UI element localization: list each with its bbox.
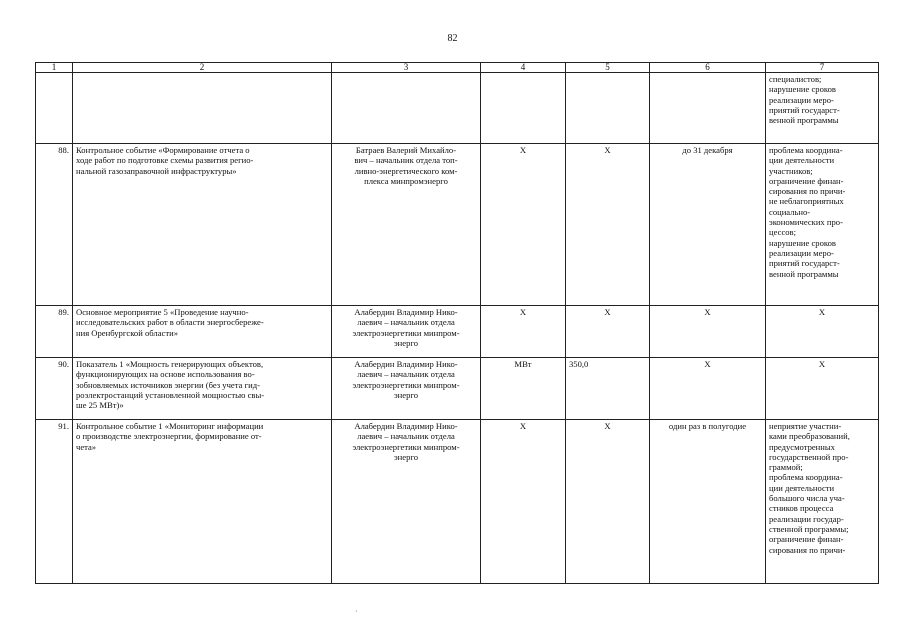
responsible-person xyxy=(332,73,481,144)
term-cell: до 31 декабря xyxy=(650,144,766,306)
value-cell: Х xyxy=(566,420,650,584)
column-header: 6 xyxy=(650,63,766,73)
table-row xyxy=(36,73,879,144)
risks-cell: Х xyxy=(766,306,879,358)
event-name: Контрольное событие «Формирование отчета о ходе работ по подготовке схемы развития регио- нальной газозаправочной инфраструктуры» xyxy=(73,144,332,306)
term-cell: Х xyxy=(650,358,766,420)
responsible-person: Алабердин Владимир Нико- лаевич – начальник отдела электроэнергетики минпром- энерго xyxy=(332,420,481,584)
value-cell: 350,0 xyxy=(566,358,650,420)
event-name: Основное мероприятие 5 «Проведение научно- исследовательских работ в области энергосбереже- ния Оренбургской области» xyxy=(73,306,332,358)
table-row xyxy=(36,358,879,420)
scan-speck: · xyxy=(355,607,358,616)
value-cell xyxy=(566,73,650,144)
page-number: 82 xyxy=(447,33,458,44)
document-table xyxy=(35,62,879,584)
risks-cell: неприятие участни- ками преобразований, предусмотренных государственной про- граммой; проблема координа- ции деятельности большого числа уча- стников процесса реализации государ- ственной программы; ограничение финан- сирования по причи- xyxy=(766,420,879,584)
row-number: 89. xyxy=(36,306,73,358)
event-name: Контрольное событие 1 «Мониторинг информации о производстве электроэнергии, формирование от- чета» xyxy=(73,420,332,584)
risks-cell: проблема координа- ции деятельности участников; ограничение финан- сирования по причи- не неблагоприятных социально- экономических про- цессов; нарушение сроков реализации меро- приятий государст- венной программы xyxy=(766,144,879,306)
value-cell: Х xyxy=(566,144,650,306)
column-header: 3 xyxy=(332,63,481,73)
responsible-person: Батраев Валерий Михайло- вич – начальник отдела топ- ливно-энергетического ком- плекса минпромэнерго xyxy=(332,144,481,306)
row-number: 90. xyxy=(36,358,73,420)
term-cell: Х xyxy=(650,306,766,358)
risks-cell: Х xyxy=(766,358,879,420)
column-header: 4 xyxy=(481,63,566,73)
unit-cell: Х xyxy=(481,306,566,358)
responsible-person: Алабердин Владимир Нико- лаевич – начальник отдела электроэнергетики минпром- энерго xyxy=(332,306,481,358)
unit-cell xyxy=(481,73,566,144)
row-number: 88. xyxy=(36,144,73,306)
column-header: 5 xyxy=(566,63,650,73)
event-name: Показатель 1 «Мощность генерирующих объектов, функционирующих на основе использования во- зобновляемых источников энергии (без учета гид- роэлектростанций установленной мощностью свы- ше 25 МВт)» xyxy=(73,358,332,420)
table-row xyxy=(36,420,879,584)
unit-cell: Х xyxy=(481,420,566,584)
term-cell: один раз в полугодие xyxy=(650,420,766,584)
row-number: 91. xyxy=(36,420,73,584)
event-name xyxy=(73,73,332,144)
row-number xyxy=(36,73,73,144)
value-cell: Х xyxy=(566,306,650,358)
unit-cell: МВт xyxy=(481,358,566,420)
column-header: 1 xyxy=(36,63,73,73)
table-row xyxy=(36,144,879,306)
responsible-person: Алабердин Владимир Нико- лаевич – начальник отдела электроэнергетики минпром- энерго xyxy=(332,358,481,420)
term-cell xyxy=(650,73,766,144)
column-header: 7 xyxy=(766,63,879,73)
table-header-row xyxy=(36,63,879,73)
table-row xyxy=(36,306,879,358)
risks-cell: специалистов; нарушение сроков реализации меро- приятий государст- венной программы xyxy=(766,73,879,144)
column-header: 2 xyxy=(73,63,332,73)
unit-cell: Х xyxy=(481,144,566,306)
